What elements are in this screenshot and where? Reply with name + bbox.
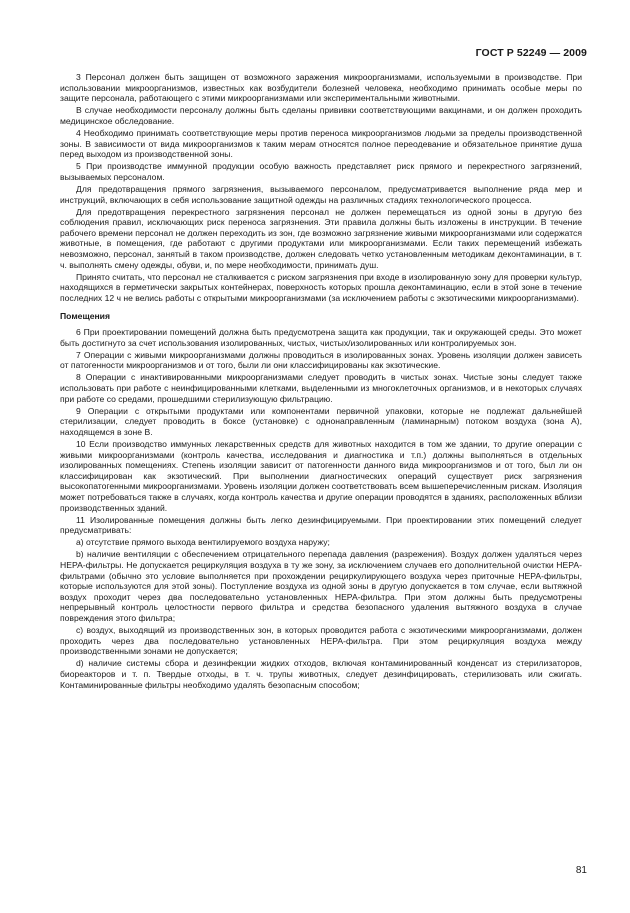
section-heading: Помещения	[60, 311, 110, 322]
paragraph: 10 Если производство иммунных лекарственных средств для животных находится в том же здании, то другие операции с живыми микроорганизмами (контроль качества, исследования и диагностика и т.п.) должны выполняться в отдельных изолированных помещениях. Степень изоляции зависит от патогенности данного вида микроорганизмов и от того, был ли он классифицирован как экзотический. При выполнении диагностических операций существует риск загрязнения высокопатогенными микроорганизмами. Уровень изоляции должен соответствовать всем вышеперечисленным рискам. Изоляция может потребоваться также в случаях, когда контроль качества и другие операции проводятся в зданиях, расположенных вблизи производственных зданий.	[60, 439, 582, 513]
paragraph: 7 Операции с живыми микроорганизмами должны проводиться в изолированных зонах. Уровень изоляции должен зависеть от патогенности микроорганизмов и от того, были ли они классифицированы как экзотические.	[60, 349, 582, 371]
paragraph: 3 Персонал должен быть защищен от возможного заражения микроорганизмами, используемыми в производстве. При использовании микроорганизмов, известных как возбудители болезней человека, необходимо принимать особые меры по защите персонала, работающего с этими микроорганизмами или экспериментальными животными.	[60, 72, 582, 104]
page-number: 81	[575, 865, 587, 876]
paragraph: 4 Необходимо принимать соответствующие меры против переноса микроорганизмов людьми за пределы производственной зоны. В зависимости от вида микроорганизмов к таким мерам относятся полное переодевание и обязательное принятие душа перед выходом из производственной зоны.	[60, 127, 582, 160]
paragraph: 8 Операции с инактивированными микроорганизмами следует проводить в чистых зонах. Чистые зоны следует также использовать при работе с неинфицированными клетками, выделенными из многоклеточных организмов, и в некоторых случаях при работе со средами, прошедшими стерилизующую фильтрацию.	[60, 372, 582, 404]
paragraph: В случае необходимости персоналу должны быть сделаны прививки соответствующими вакцинами, и он должен проходить медицинское обследование.	[60, 105, 582, 126]
list-item: a) отсутствие прямого выхода вентилируемого воздуха наружу;	[76, 537, 330, 548]
paragraph: 11 Изолированные помещения должны быть легко дезинфицируемыми. При проектировании этих помещений следует предусматривать:	[60, 514, 582, 536]
list-item: c) воздух, выходящий из производственных зон, в которых проводится работа с экзотическими микроорганизмами, должен проходить через два последовательно установленных НЕРА-фильтра. При этом рециркуляция воздуха между производственными зонами не допускается;	[60, 625, 582, 657]
paragraph: Для предотвращения прямого загрязнения, вызываемого персоналом, предусматривается выполнение ряда мер и инструкций, включающих в себя использование защитной одежды на различных стадиях технологического процесса.	[60, 183, 582, 205]
paragraph: 9 Операции с открытыми продуктами или компонентами первичной упаковки, которые не подлежат дальнейшей стерилизации, следует проводить в боксе (установке) с однонаправленным (ламинарным) потоком воздуха (зона А), находящемся в зоне В.	[60, 405, 582, 437]
document-body	[60, 72, 582, 692]
list-item: d) наличие системы сбора и дезинфекции жидких отходов, включая контаминированный конденсат из стерилизаторов, биореакторов и т. п. Твердые отходы, в т. ч. трупы животных, следует дезинфицировать, стерилизовать или сжигать. Контаминированные фильтры необходимо удалять безопасным способом;	[60, 658, 582, 690]
document-header: ГОСТ Р 52249 — 2009	[475, 47, 587, 59]
list-item: b) наличие вентиляции с обеспечением отрицательного перепада давления (разрежения). Воздух должен удаляться через НЕРА-фильтры. Не допускается рециркуляция воздуха в ту же зону, за исключением случаев его дополнительной очистки НЕРА-фильтрами (обычно это условие выполняется при прохождении рециркулирующего воздуха через приточные НЕРА-фильтры, которые используются для этой зоны). Поступление воздуха из одной зоны в другую допускается в том случае, если вытяжной воздух проходит через два последовательно установленных НЕРА-фильтра. При этом должны быть предусмотрены непрерывный контроль целостности первого фильтра и средства безопасного удаления вытяжного воздуха в случае повреждения этого фильтра;	[60, 549, 582, 623]
paragraph: 6 При проектировании помещений должна быть предусмотрена защита как продукции, так и окружающей среды. Это может быть достигнуто за счет использования изолированных, чистых, чистых/изолированных или контролируемых зон.	[60, 327, 582, 348]
paragraph: Принято считать, что персонал не сталкивается с риском загрязнения при входе в изолированную зону для проверки культур, находящихся в герметически закрытых контейнерах, поверхность которых прошла деконтаминацию, если в этой зоне в течение последних 12 ч не велись работы с открытыми микроорганизмами (за исключением работы с экзотическими микроорганизмами).	[60, 271, 582, 303]
paragraph: 5 При производстве иммунной продукции особую важность представляет риск прямого и перекрестного загрязнений, вызываемых персоналом.	[60, 161, 582, 182]
paragraph: Для предотвращения перекрестного загрязнения персонал не должен перемещаться из одной зоны в другую без соблюдения правил, исключающих риск переноса загрязнения. Эти правила должны быть изложены в инструкции. В течение рабочего времени персонал не должен переходить из зон, где возможно загрязнение живыми микроорганизмами или содержатся животные, в помещения, где работают с другими продуктами или микроорганизмами. Если таких перемещений избежать невозможно, персонал, занятый в таком производстве, должен следовать четко установленным методикам деконтаминации, в т. ч. выполнять смену одежды, обуви, и, по мере необходимости, принимать душ.	[60, 206, 582, 270]
